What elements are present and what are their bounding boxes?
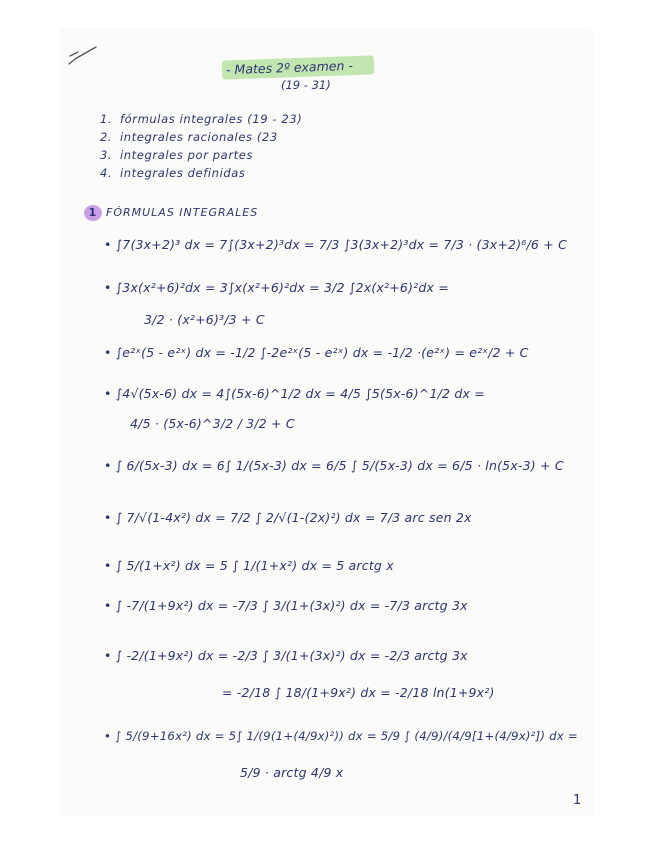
equation-line: • ∫e²ˣ(5 - e²ˣ) dx = -1/2 ∫-2e²ˣ(5 - e²ˣ) dx = -1/2 ·(e²ˣ) = e²ˣ/2 + C — [104, 345, 529, 360]
equation-continuation: 3/2 · (x²+6)³/3 + C — [144, 312, 265, 327]
equation-line: • ∫3x(x²+6)²dx = 3∫x(x²+6)²dx = 3/2 ∫2x(x²+6)²dx = — [104, 280, 449, 295]
topic-item: 4. integrales definidas — [100, 166, 246, 180]
equation-continuation: = -2/18 ∫ 18/(1+9x²) dx = -2/18 ln(1+9x²) — [222, 685, 495, 700]
page-dates: (19 - 31) — [281, 78, 331, 92]
equation-line: • ∫ 6/(5x-3) dx = 6∫ 1/(5x-3) dx = 6/5 ∫ 5/(5x-3) dx = 6/5 · ln(5x-3) + C — [104, 458, 564, 473]
equation-line: • ∫ 5/(9+16x²) dx = 5∫ 1/(9(1+(4/9x)²)) dx = 5/9 ∫ (4/9)/(4/9[1+(4/9x)²]) dx = — [104, 729, 578, 743]
equation-line: • ∫ 7/√(1-4x²) dx = 7/2 ∫ 2/√(1-(2x)²) dx = 7/3 arc sen 2x — [104, 510, 472, 525]
topic-item: 2. integrales racionales (23 — [100, 130, 278, 144]
equation-line: • ∫7(3x+2)³ dx = 7∫(3x+2)³dx = 7/3 ∫3(3x+2)³dx = 7/3 · (3x+2)⁶/6 + C — [104, 237, 568, 252]
equation-line: • ∫ -2/(1+9x²) dx = -2/3 ∫ 3/(1+(3x)²) dx = -2/3 arctg 3x — [104, 648, 468, 663]
section-number-badge: 1 — [84, 205, 102, 221]
equation-continuation: 4/5 · (5x-6)^3/2 / 3/2 + C — [130, 416, 295, 431]
check-mark-icon — [66, 44, 100, 70]
section-title: FÓRMULAS INTEGRALES — [106, 206, 259, 219]
page-title: - Mates 2º examen - — [225, 57, 354, 78]
section-heading — [84, 205, 258, 221]
equation-line: • ∫ -7/(1+9x²) dx = -7/3 ∫ 3/(1+(3x)²) dx = -7/3 arctg 3x — [104, 598, 468, 613]
equation-continuation: 5/9 · arctg 4/9 x — [240, 765, 344, 780]
topic-item: 3. integrales por partes — [100, 148, 254, 162]
topic-item: 1. fórmulas integrales (19 - 23) — [100, 112, 303, 126]
page-number: 1 — [573, 793, 582, 808]
equation-line: • ∫ 5/(1+x²) dx = 5 ∫ 1/(1+x²) dx = 5 arctg x — [104, 558, 394, 573]
equation-line: • ∫4√(5x-6) dx = 4∫(5x-6)^1/2 dx = 4/5 ∫5(5x-6)^1/2 dx = — [104, 386, 485, 401]
